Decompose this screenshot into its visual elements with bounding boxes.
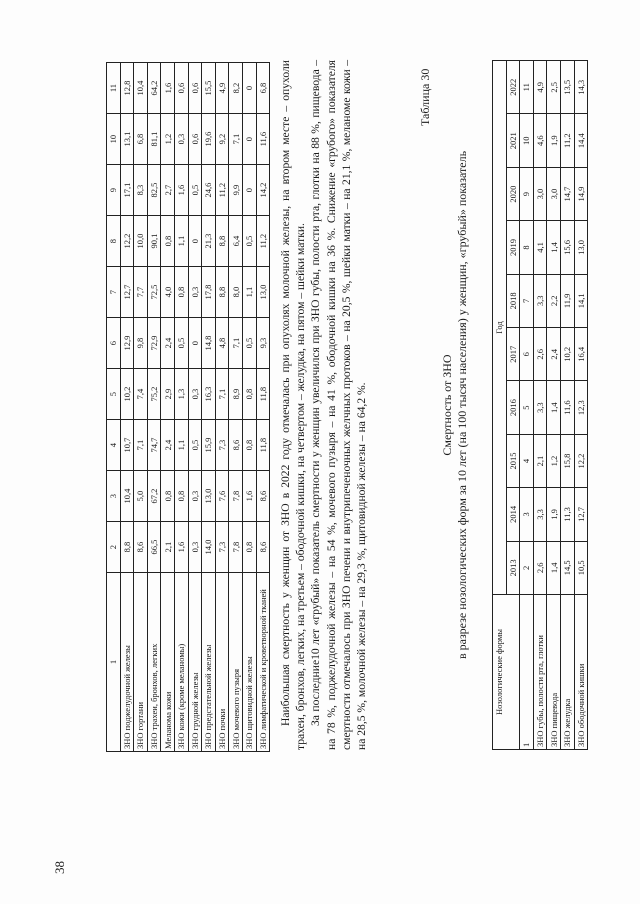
row-name-cell: ЗНО предстательной железы [202, 573, 216, 752]
value-cell: 0 [242, 114, 256, 165]
mortality-table-women [492, 60, 588, 750]
value-cell: 1,1 [174, 420, 188, 471]
column-number-cell: 8 [107, 216, 121, 267]
value-cell: 9,2 [215, 114, 229, 165]
value-cell: 0,8 [174, 471, 188, 522]
year-cell: 2013 [506, 541, 520, 594]
value-cell: 2,6 [533, 541, 547, 594]
mortality-table-women-body [533, 61, 587, 750]
value-cell: 11,2 [256, 216, 270, 267]
value-cell: 9,3 [256, 318, 270, 369]
value-cell: 13,0 [256, 267, 270, 318]
column-number-cell: 11 [520, 61, 534, 114]
value-cell: 3,3 [533, 274, 547, 327]
table-row [560, 61, 574, 750]
value-cell: 15,5 [202, 63, 216, 114]
value-cell: 2,6 [533, 328, 547, 381]
value-cell: 8,6 [134, 522, 148, 573]
year-header: Год [493, 61, 507, 595]
value-cell: 0 [188, 216, 202, 267]
value-cell: 0,8 [242, 522, 256, 573]
value-cell: 15,6 [560, 221, 574, 274]
row-name-cell: ЗНО мочевого пузыря [229, 573, 243, 752]
column-number-cell: 8 [520, 221, 534, 274]
table-caption [440, 60, 470, 750]
table-row [188, 63, 202, 752]
value-cell: 90,1 [147, 216, 161, 267]
column-numbers-row [107, 63, 121, 752]
value-cell: 15,8 [560, 434, 574, 487]
year-cell: 2015 [506, 434, 520, 487]
value-cell: 8,3 [134, 165, 148, 216]
value-cell: 12,7 [120, 267, 134, 318]
value-cell: 19,6 [202, 114, 216, 165]
value-cell: 11,3 [560, 488, 574, 541]
value-cell: 7,1 [215, 369, 229, 420]
column-number-cell: 11 [107, 63, 121, 114]
value-cell: 81,1 [147, 114, 161, 165]
caption-line-title: Смертность от ЗНО [440, 354, 454, 456]
value-cell: 3,3 [533, 381, 547, 434]
row-name-cell: Меланома кожи [161, 573, 175, 752]
value-cell: 0,5 [174, 318, 188, 369]
value-cell: 11,8 [256, 369, 270, 420]
value-cell: 15,9 [202, 420, 216, 471]
value-cell: 0,3 [188, 522, 202, 573]
value-cell: 13,1 [120, 114, 134, 165]
value-cell: 8,8 [215, 267, 229, 318]
row-name-cell: ЗНО щитовидной железы [242, 573, 256, 752]
value-cell: 1,6 [174, 165, 188, 216]
value-cell: 1,4 [547, 381, 561, 434]
value-cell: 3,0 [547, 167, 561, 220]
value-cell: 11,9 [560, 274, 574, 327]
value-cell: 82,5 [147, 165, 161, 216]
value-cell: 12,2 [574, 434, 588, 487]
nosology-header: Нозологические формы [493, 595, 520, 750]
page-number: 38 [52, 861, 67, 874]
value-cell: 74,7 [147, 420, 161, 471]
value-cell: 0,5 [188, 420, 202, 471]
table-row [174, 63, 188, 752]
value-cell: 7,8 [229, 522, 243, 573]
table-row [202, 63, 216, 752]
value-cell: 72,9 [147, 318, 161, 369]
value-cell: 6,4 [229, 216, 243, 267]
value-cell: 8,0 [229, 267, 243, 318]
value-cell: 12,7 [574, 488, 588, 541]
value-cell: 12,8 [120, 63, 134, 114]
value-cell: 10,5 [574, 541, 588, 594]
value-cell: 0,3 [188, 267, 202, 318]
value-cell: 4,9 [533, 61, 547, 114]
value-cell: 8,6 [256, 522, 270, 573]
table-row [215, 63, 229, 752]
value-cell: 16,3 [202, 369, 216, 420]
value-cell: 9,8 [134, 318, 148, 369]
value-cell: 4,1 [533, 221, 547, 274]
column-number-cell: 2 [107, 522, 121, 573]
column-number-cell: 3 [107, 471, 121, 522]
value-cell: 0,8 [174, 267, 188, 318]
value-cell: 11,6 [256, 114, 270, 165]
value-cell: 12,3 [574, 381, 588, 434]
value-cell: 13,5 [560, 61, 574, 114]
value-cell: 1,9 [547, 488, 561, 541]
value-cell: 8,6 [256, 471, 270, 522]
column-number-cell: 10 [520, 114, 534, 167]
value-cell: 14,7 [560, 167, 574, 220]
row-name-cell: ЗНО грудной железы [188, 573, 202, 752]
mortality-table-men-continued [106, 62, 270, 752]
value-cell: 2,4 [161, 318, 175, 369]
value-cell: 11,2 [215, 165, 229, 216]
table-row [547, 61, 561, 750]
column-number-cell: 1 [520, 595, 534, 750]
value-cell: 9,9 [229, 165, 243, 216]
column-number-cell: 6 [107, 318, 121, 369]
value-cell: 10,2 [560, 328, 574, 381]
value-cell: 14,3 [574, 61, 588, 114]
value-cell: 2,4 [161, 420, 175, 471]
value-cell: 2,7 [161, 165, 175, 216]
column-number-cell: 2 [520, 541, 534, 594]
value-cell: 16,4 [574, 328, 588, 381]
value-cell: 2,1 [161, 522, 175, 573]
value-cell: 2,9 [161, 369, 175, 420]
value-cell: 24,6 [202, 165, 216, 216]
value-cell: 66,5 [147, 522, 161, 573]
value-cell: 17,1 [120, 165, 134, 216]
row-name-cell: ЗНО пищевода [547, 595, 561, 750]
value-cell: 8,6 [229, 420, 243, 471]
value-cell: 8,2 [229, 63, 243, 114]
row-name-cell: ЗНО поджелудочной железы [120, 573, 134, 752]
column-number-cell: 3 [520, 488, 534, 541]
table-row [574, 61, 588, 750]
value-cell: 11,6 [560, 381, 574, 434]
value-cell: 12,2 [120, 216, 134, 267]
value-cell: 72,5 [147, 267, 161, 318]
value-cell: 4,0 [161, 267, 175, 318]
year-cell: 2019 [506, 221, 520, 274]
year-cell: 2020 [506, 167, 520, 220]
column-number-cell: 9 [520, 167, 534, 220]
body-text [278, 60, 369, 750]
value-cell: 10,0 [134, 216, 148, 267]
value-cell: 17,8 [202, 267, 216, 318]
column-number-cell: 7 [520, 274, 534, 327]
value-cell: 1,1 [242, 267, 256, 318]
value-cell: 7,8 [229, 471, 243, 522]
mortality-table-body [107, 63, 270, 752]
table-row [147, 63, 161, 752]
column-number-cell: 4 [520, 434, 534, 487]
value-cell: 7,4 [134, 369, 148, 420]
row-name-cell: ЗНО гортани [134, 573, 148, 752]
column-number-cell: 10 [107, 114, 121, 165]
year-cell: 2017 [506, 328, 520, 381]
value-cell: 64,2 [147, 63, 161, 114]
value-cell: 0,5 [242, 216, 256, 267]
value-cell: 0,3 [188, 369, 202, 420]
row-name-cell: ЗНО лимфатической и кроветворной тканей [256, 573, 270, 752]
value-cell: 10,4 [134, 63, 148, 114]
caption-line-subtitle: в разрезе нозологических форм за 10 лет (на 100 тысяч населения) у женщин, «грубый» показатель [455, 150, 469, 660]
value-cell: 13,0 [202, 471, 216, 522]
value-cell: 8,8 [215, 216, 229, 267]
value-cell: 6,8 [256, 63, 270, 114]
column-number-cell: 5 [520, 381, 534, 434]
value-cell: 2,5 [547, 61, 561, 114]
value-cell: 1,4 [547, 541, 561, 594]
value-cell: 1,2 [161, 114, 175, 165]
value-cell: 10,7 [120, 420, 134, 471]
value-cell: 5,0 [134, 471, 148, 522]
column-number-cell: 7 [107, 267, 121, 318]
value-cell: 7,7 [134, 267, 148, 318]
value-cell: 1,6 [174, 522, 188, 573]
value-cell: 1,3 [174, 369, 188, 420]
value-cell: 1,6 [161, 63, 175, 114]
row-name-cell: ЗНО трахеи, бронхов, легких [147, 573, 161, 752]
column-number-cell: 1 [107, 573, 121, 752]
row-name-cell: ЗНО губы, полости рта, глотки [533, 595, 547, 750]
year-cell: 2021 [506, 114, 520, 167]
year-cell: 2016 [506, 381, 520, 434]
value-cell: 13,0 [574, 221, 588, 274]
table-row [256, 63, 270, 752]
value-cell: 3,0 [533, 167, 547, 220]
table-label: Таблица 30 [418, 68, 432, 126]
value-cell: 67,2 [147, 471, 161, 522]
value-cell: 7,3 [215, 420, 229, 471]
value-cell: 7,1 [229, 318, 243, 369]
column-number-cell: 6 [520, 328, 534, 381]
value-cell: 0,6 [188, 63, 202, 114]
value-cell: 10,2 [120, 369, 134, 420]
value-cell: 2,4 [547, 328, 561, 381]
value-cell: 14,0 [202, 522, 216, 573]
value-cell: 0,6 [174, 63, 188, 114]
value-cell: 14,8 [202, 318, 216, 369]
value-cell: 75,2 [147, 369, 161, 420]
value-cell: 4,6 [533, 114, 547, 167]
column-numbers-row [520, 61, 534, 750]
value-cell: 0,3 [188, 471, 202, 522]
value-cell: 1,9 [547, 114, 561, 167]
row-name-cell: ЗНО почки [215, 573, 229, 752]
value-cell: 8,9 [229, 369, 243, 420]
value-cell: 12,9 [120, 318, 134, 369]
value-cell: 0,3 [174, 114, 188, 165]
value-cell: 6,8 [134, 114, 148, 165]
value-cell: 8,8 [120, 522, 134, 573]
row-name-cell: ЗНО ободочной кишки [574, 595, 588, 750]
value-cell: 14,1 [574, 274, 588, 327]
value-cell: 7,3 [215, 522, 229, 573]
value-cell: 14,4 [574, 114, 588, 167]
value-cell: 7,6 [215, 471, 229, 522]
value-cell: 4,8 [215, 318, 229, 369]
year-cell: 2014 [506, 488, 520, 541]
column-number-cell: 5 [107, 369, 121, 420]
year-cell: 2018 [506, 274, 520, 327]
value-cell: 0 [188, 318, 202, 369]
value-cell: 1,2 [547, 434, 561, 487]
value-cell: 0,6 [188, 114, 202, 165]
value-cell: 14,2 [256, 165, 270, 216]
value-cell: 0 [242, 165, 256, 216]
table-row [533, 61, 547, 750]
table-row [134, 63, 148, 752]
value-cell: 1,1 [174, 216, 188, 267]
value-cell: 0 [242, 63, 256, 114]
value-cell: 14,5 [560, 541, 574, 594]
year-cell: 2022 [506, 61, 520, 114]
value-cell: 0,5 [242, 318, 256, 369]
value-cell: 0,8 [242, 420, 256, 471]
value-cell: 4,9 [215, 63, 229, 114]
row-name-cell: ЗНО кожи (кроме меланомы) [174, 573, 188, 752]
value-cell: 21,3 [202, 216, 216, 267]
value-cell: 14,9 [574, 167, 588, 220]
value-cell: 3,3 [533, 488, 547, 541]
value-cell: 1,4 [547, 221, 561, 274]
value-cell: 0,5 [188, 165, 202, 216]
value-cell: 11,8 [256, 420, 270, 471]
column-number-cell: 4 [107, 420, 121, 471]
value-cell: 1,6 [242, 471, 256, 522]
value-cell: 7,1 [134, 420, 148, 471]
table-row [229, 63, 243, 752]
value-cell: 7,1 [229, 114, 243, 165]
value-cell: 2,1 [533, 434, 547, 487]
value-cell: 0,8 [161, 471, 175, 522]
value-cell: 11,2 [560, 114, 574, 167]
value-cell: 0,8 [242, 369, 256, 420]
table-row [120, 63, 134, 752]
table-row [242, 63, 256, 752]
value-cell: 0,8 [161, 216, 175, 267]
value-cell: 2,2 [547, 274, 561, 327]
table-row [161, 63, 175, 752]
paragraph-trend-changes: За последние10 лет «грубый» показатель смертности у женщин увеличился при ЗНО губы, полости рта, глотки на 88 %, пищевода – на 78 %, поджелудочной железы – на 54 %, мочевого пузыря – на 41 %, ободочной кишки на 36 %. Снижение «грубого» показателя смертности отмечалось при ЗНО печени и внутрипеченочных желчных протоков – на 20,5 %, шейки матки – на 21,1 %, меланоме кожи – на 28,5 %, молочной железы – на 29,3 %, щитовидной железы – на 64,2 %. [309, 60, 369, 750]
paragraph-leading-causes: Наибольшая смертность у женщин от ЗНО в 2022 году отмечалась при опухолях молочной железы, на втором месте – опухоли трахеи, бронхов, легких, на третьем – ободочной кишки, на четвертом – желудка, на пятом – шейки матки. [279, 60, 308, 750]
row-name-cell: ЗНО желудка [560, 595, 574, 750]
column-number-cell: 9 [107, 165, 121, 216]
value-cell: 10,4 [120, 471, 134, 522]
